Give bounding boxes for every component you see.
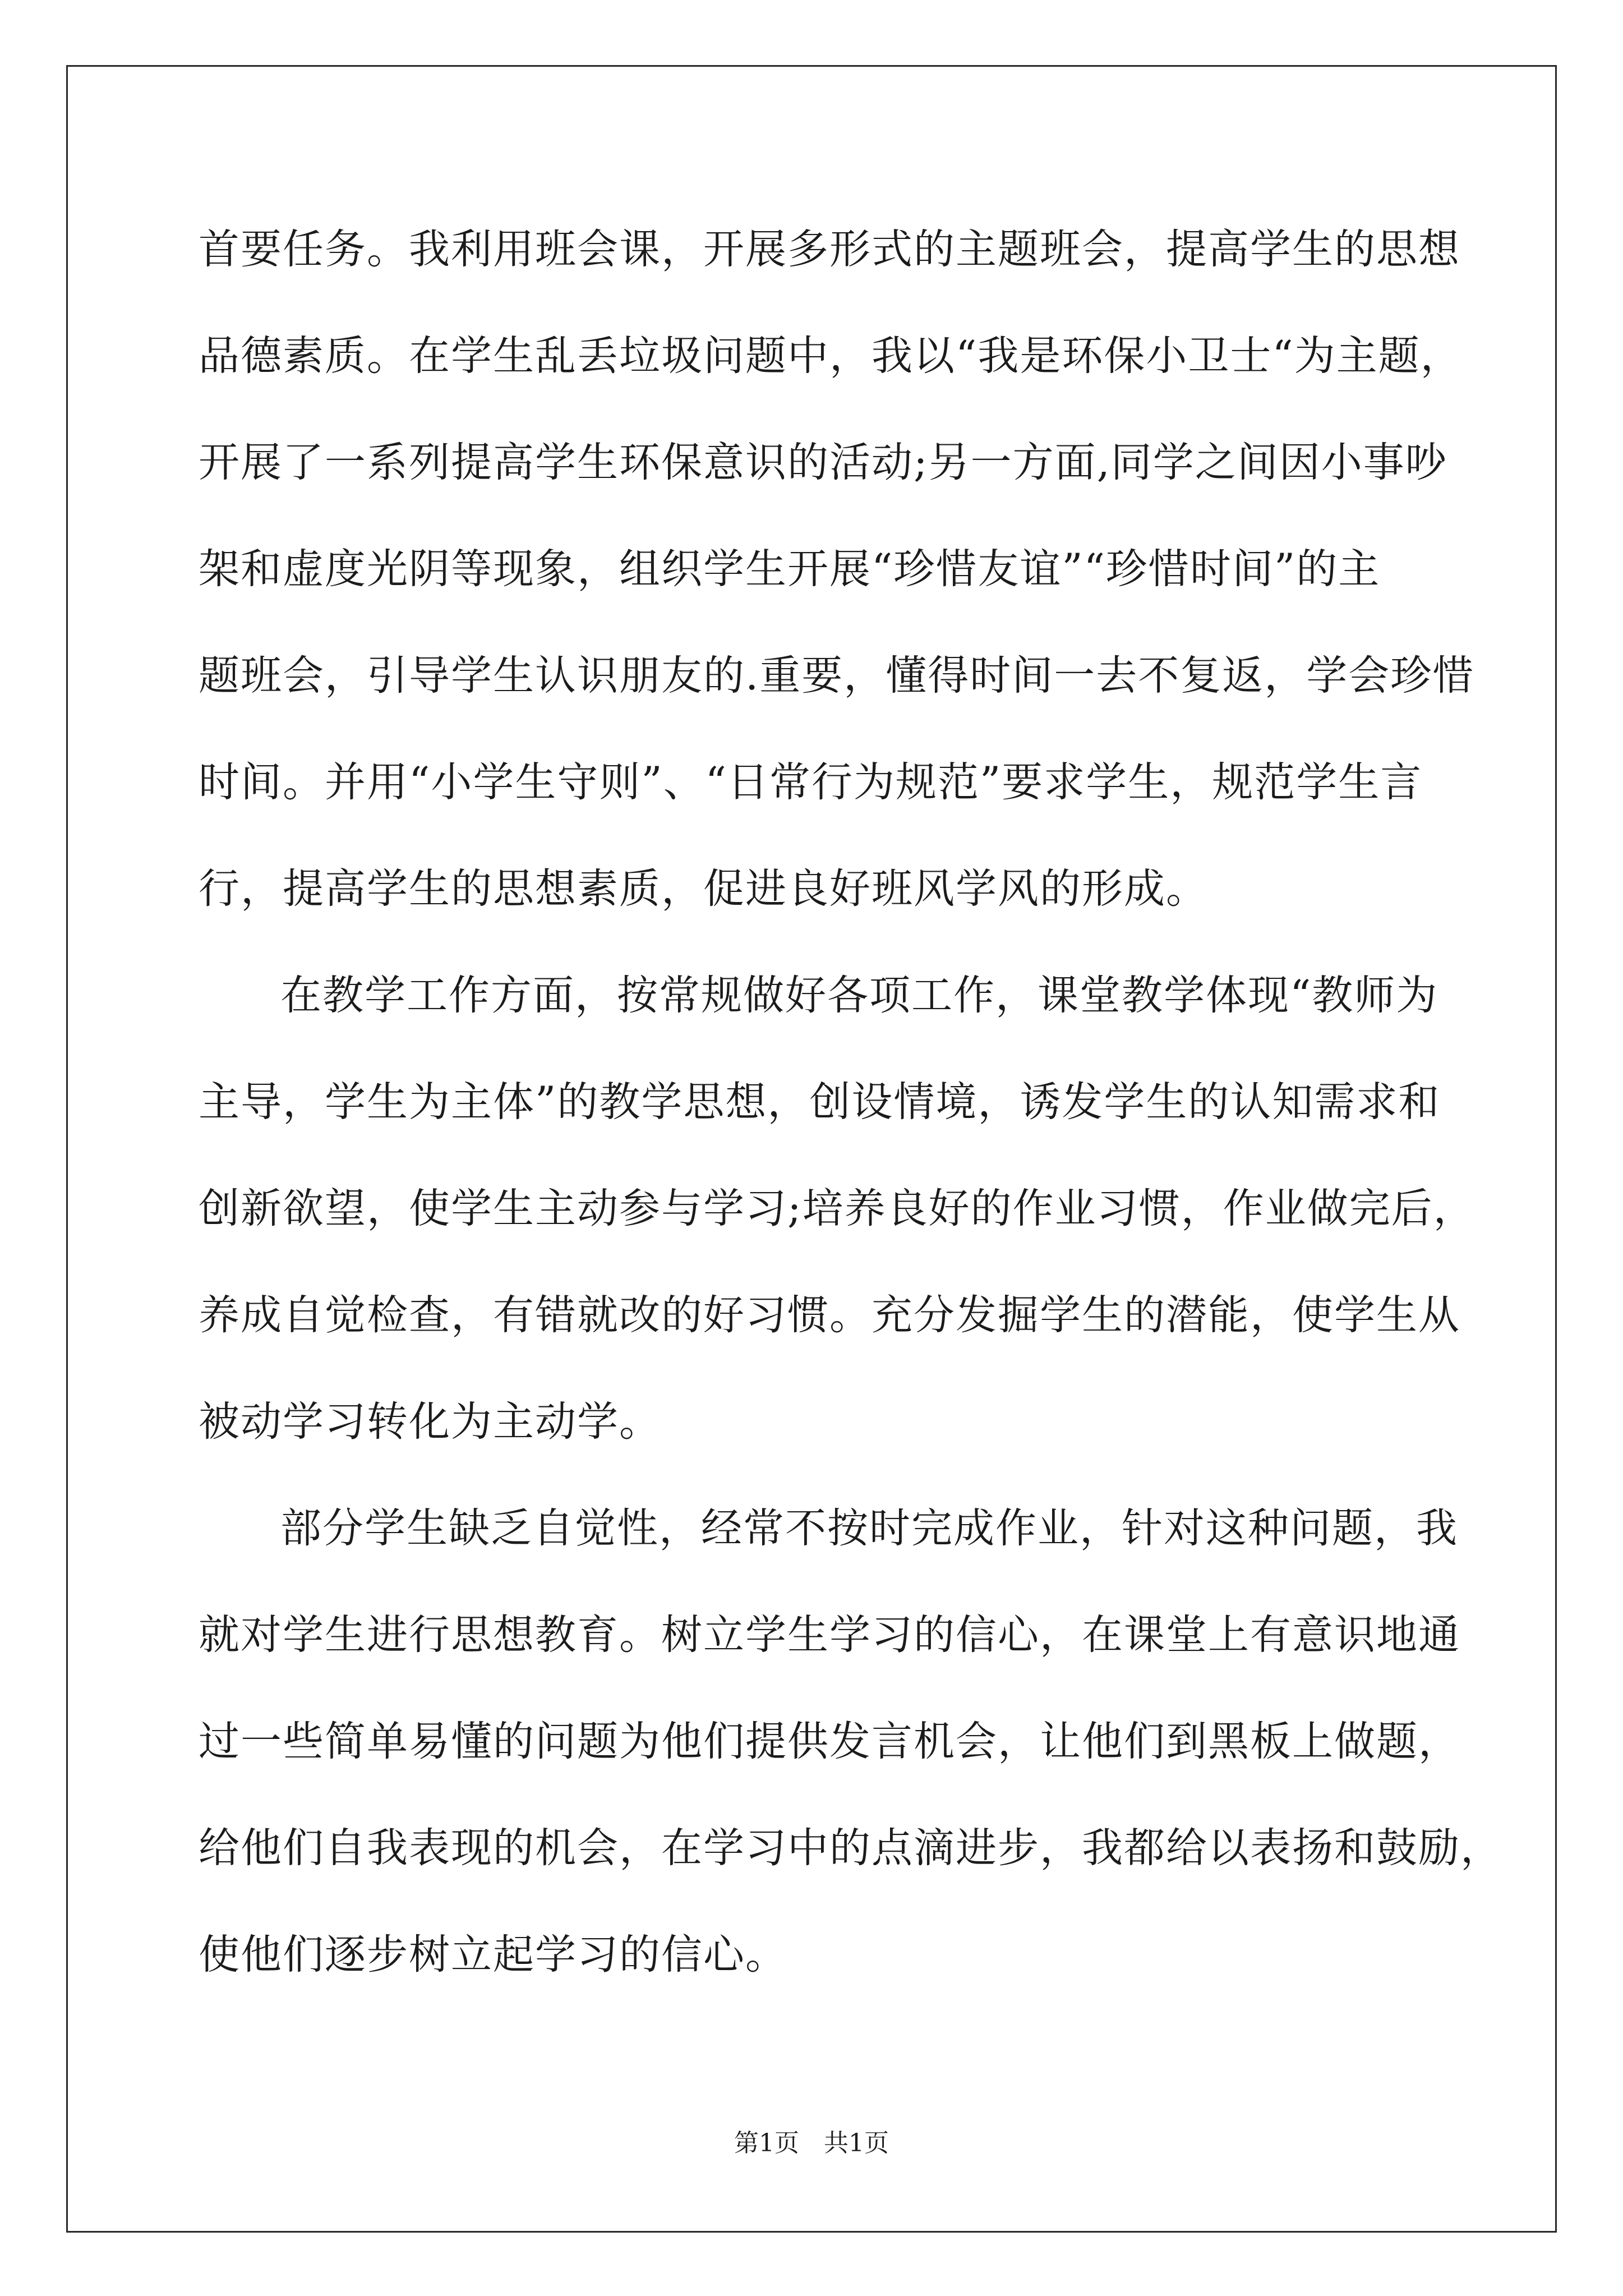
text-line: 架和虚度光阴等现象，组织学生开展“珍惜友谊”“珍惜时间”的主: [199, 545, 1381, 593]
text-line: 主导，学生为主体”的教学思想，创设情境，诱发学生的认知需求和: [199, 1078, 1441, 1126]
text-line: 过一些简单易懂的问题为他们提供发言机会，让他们到黑板上做题，: [199, 1718, 1460, 1765]
text-line: 在教学工作方面，按常规做好各项工作，课堂教学体现“教师为: [280, 972, 1438, 1019]
text-line: 给他们自我表现的机会，在学习中的点滴进步，我都给以表扬和鼓励，: [199, 1824, 1502, 1872]
text-line: 时间。并用“小学生守则”、“日常行为规范”要求学生，规范学生言: [199, 758, 1423, 806]
text-line: 使他们逐步树立起学习的信心。: [199, 1931, 787, 1978]
document-body: [199, 208, 1502, 2019]
text-line: 部分学生缺乏自觉性，经常不按时完成作业，针对这种问题，我: [280, 1504, 1458, 1552]
text-line: 题班会，引导学生认识朋友的.重要，懂得时间一去不复返，学会珍惜: [199, 652, 1475, 700]
text-line: 创新欲望，使学生主动参与学习;培养良好的作业习惯，作业做完后，: [199, 1185, 1476, 1232]
text-line: 就对学生进行思想教育。树立学生学习的信心，在课堂上有意识地通: [199, 1611, 1460, 1659]
text-line: 行，提高学生的思想素质，促进良好班风学风的形成。: [199, 865, 1208, 913]
text-line: 被动学习转化为主动学。: [199, 1398, 661, 1446]
page-footer: 第1页 共1页: [734, 2129, 889, 2157]
text-line: 首要任务。我利用班会课，开展多形式的主题班会，提高学生的思想: [199, 226, 1460, 273]
text-line: 养成自觉检查，有错就改的好习惯。充分发掘学生的潜能，使学生从: [199, 1291, 1460, 1339]
text-line: 品德素质。在学生乱丢垃圾问题中，我以“我是环保小卫士“为主题，: [199, 332, 1463, 380]
text-line: 开展了一系列提高学生环保意识的活动;另一方面,同学之间因小事吵: [199, 439, 1447, 486]
